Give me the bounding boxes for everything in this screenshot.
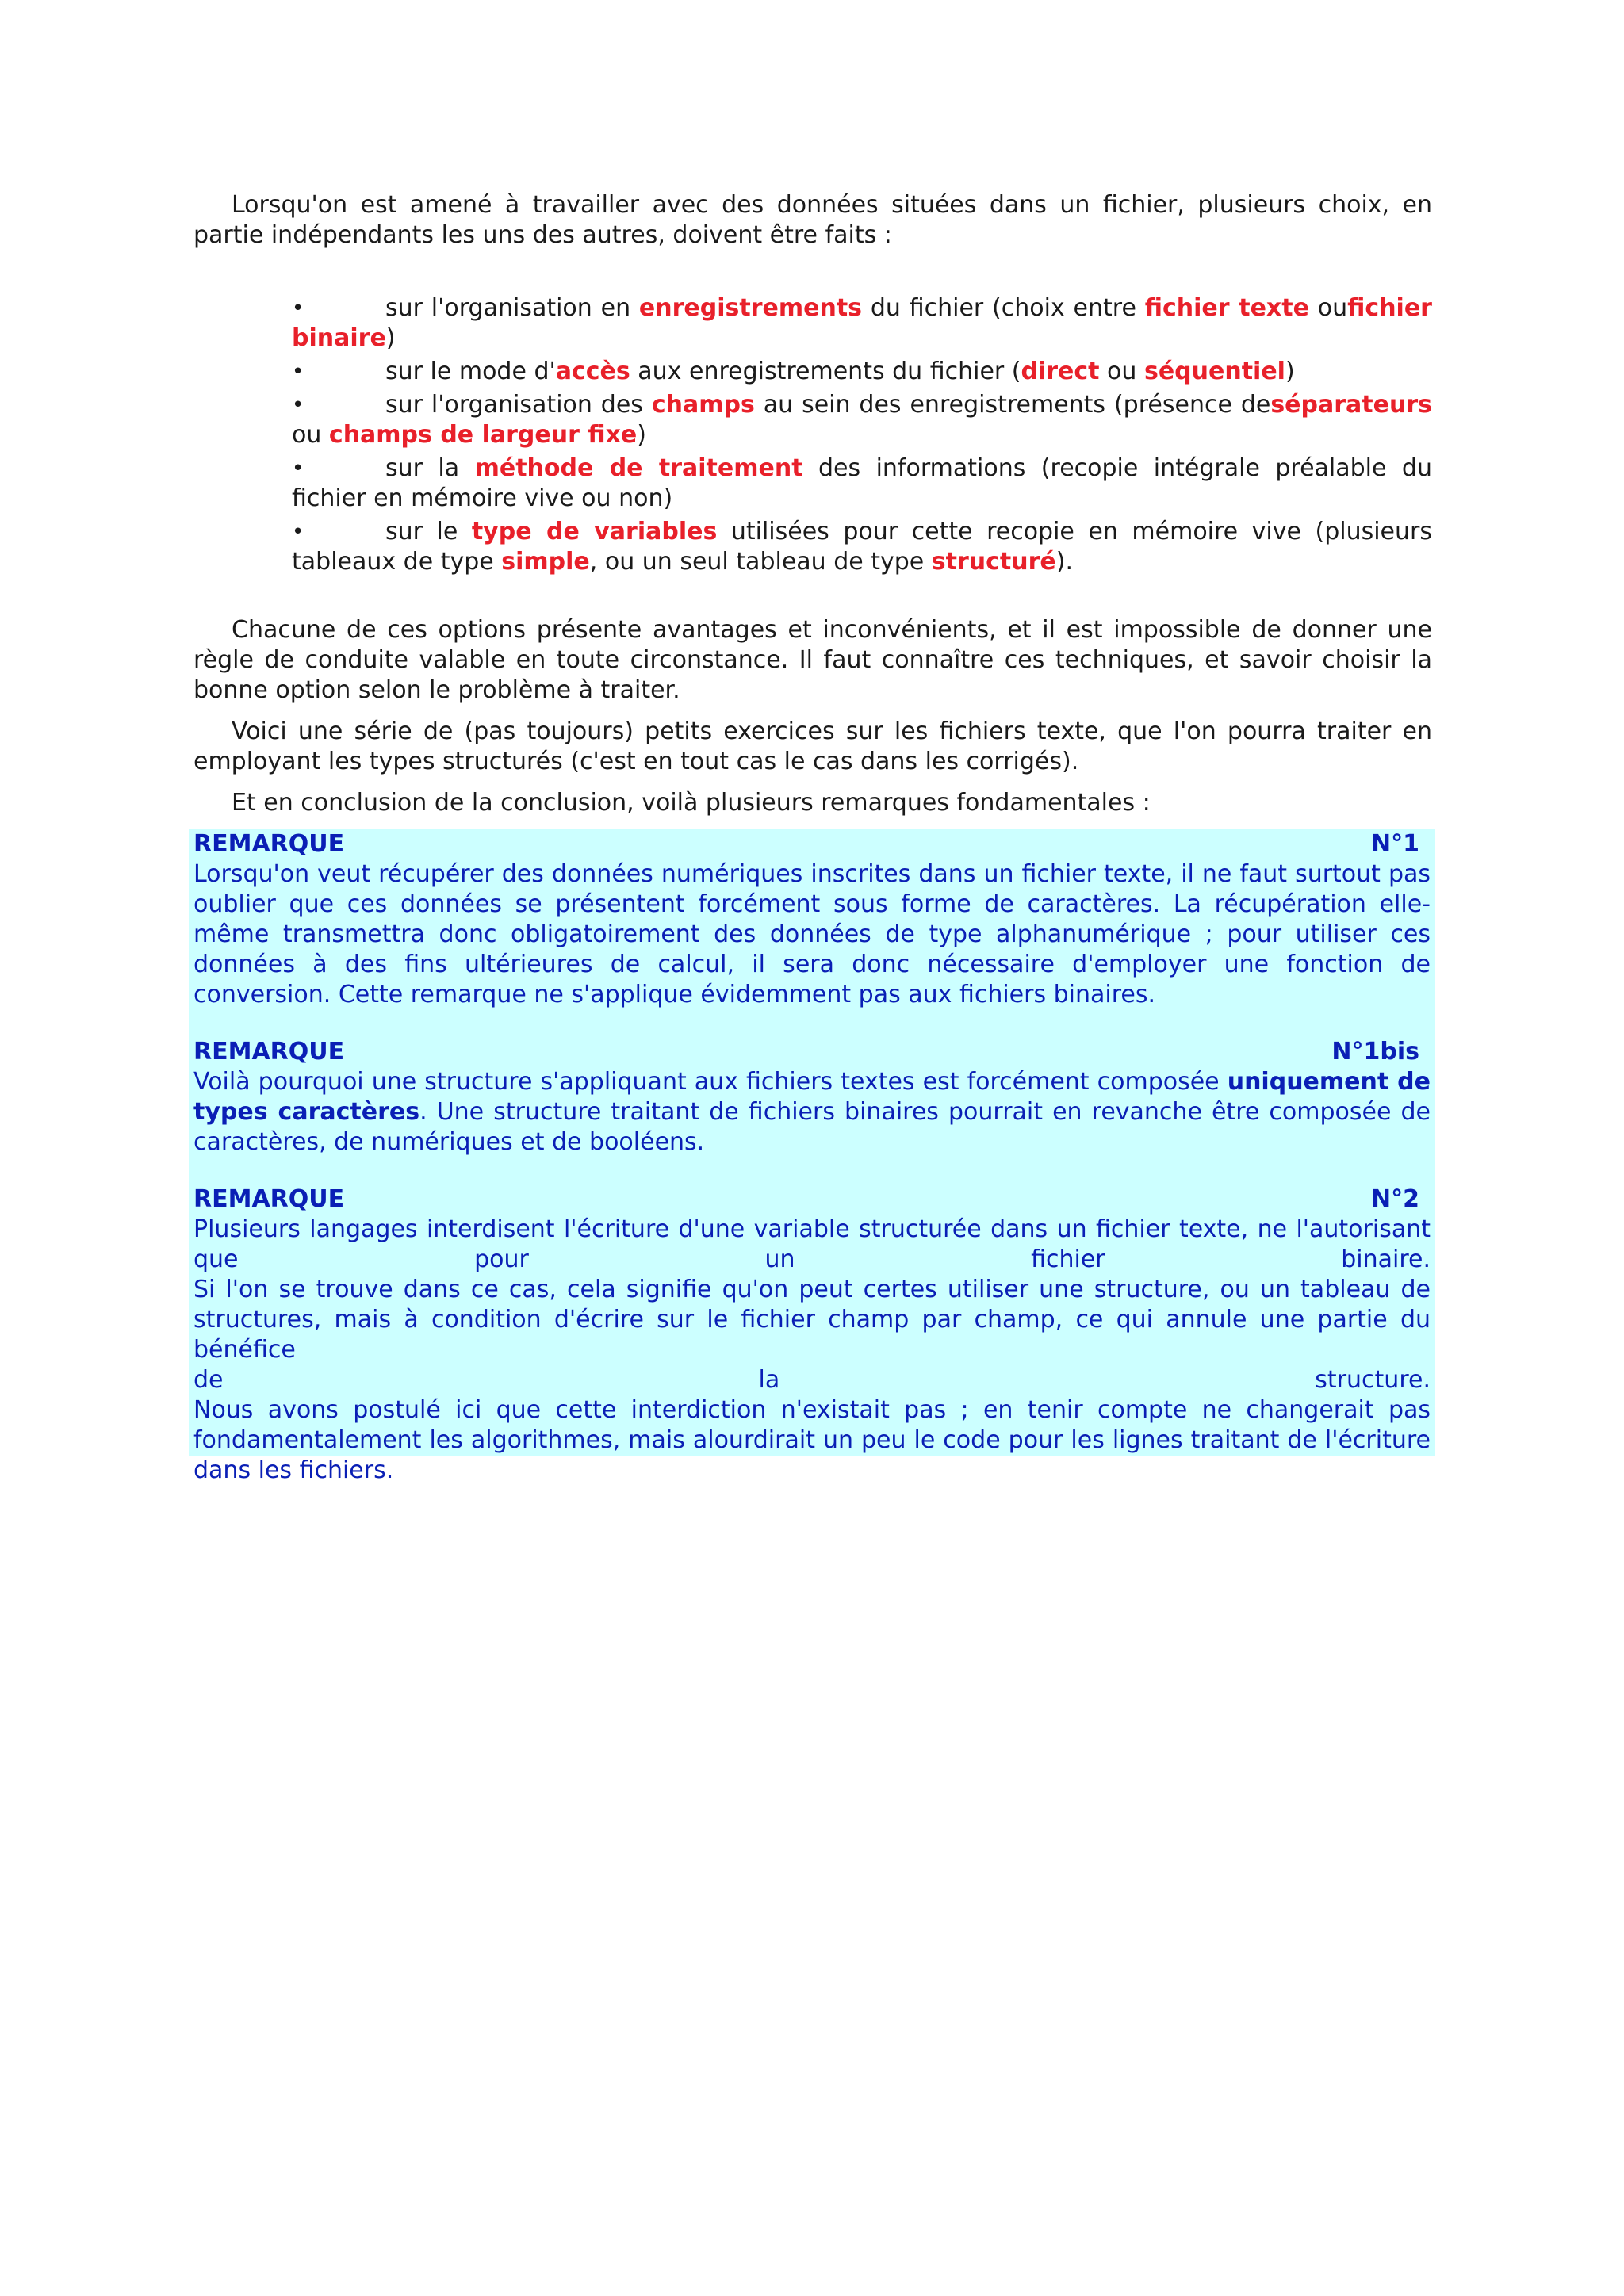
remark-line: Si l'on se trouve dans ce cas, cela signifie qu'on peut certes utiliser une structure, ou un tableau de structures, mais à condition d'écrire sur le fichier champ par champ, ce qui annule une partie du bénéfice xyxy=(193,1276,1431,1364)
bullet-icon: • xyxy=(292,393,304,417)
remark-title: REMARQUE xyxy=(193,1038,345,1066)
keyword: champs de largeur fixe xyxy=(328,421,638,449)
remark-number: N°1 xyxy=(1371,830,1419,858)
remark-number: N°1bis xyxy=(1331,1038,1419,1066)
keyword: enregistrements xyxy=(638,294,863,322)
keyword: fichier texte xyxy=(1144,294,1309,322)
bullet-icon: • xyxy=(292,360,304,384)
remark-title: REMARQUE xyxy=(193,1185,345,1213)
keyword: méthode de traitement xyxy=(474,454,803,482)
remark-line: de la structure. xyxy=(193,1366,1431,1394)
remark-line: Plusieurs langages interdisent l'écriture d'une variable structurée dans un fichier texte, ne l'autorisant xyxy=(193,1215,1431,1243)
list-item: • sur l'organisation des champs au sein des enregistrements (présence deséparateurs ou champs de largeur fixe) xyxy=(292,391,1432,449)
remark-number: N°2 xyxy=(1371,1185,1419,1213)
keyword: champs xyxy=(651,391,755,419)
conclusion-paragraph: Et en conclusion de la conclusion, voilà plusieurs remarques fondamentales : xyxy=(232,789,1151,817)
bullet-icon: • xyxy=(292,520,304,544)
remark-1bis xyxy=(193,1037,1431,1158)
list-item: • sur l'organisation en enregistrements du fichier (choix entre fichier texte oufichier binaire) xyxy=(292,294,1432,352)
intro-paragraph: Lorsqu'on est amené à travailler avec des données situées dans un fichier, plusieurs choix, en partie indépendants les uns des autres, doivent être faits : xyxy=(193,191,1432,249)
keyword: type de variables xyxy=(471,518,718,545)
remark-2 xyxy=(193,1184,1431,1486)
options-paragraph: Chacune de ces options présente avantages et inconvénients, et il est impossible de donner une règle de conduite valable en toute circonstance. Il faut connaître ces techniques, et savoir choisir la bonne option selon le problème à traiter. xyxy=(193,616,1432,704)
remark-line: Nous avons postulé ici que cette interdiction n'existait pas ; en tenir compte ne changerait pas fondamentalement les algorithmes, mais alourdirait un peu le code pour les lignes traitant de l'écriture dans les fichiers. xyxy=(193,1396,1431,1484)
remark-text: Voilà pourquoi une structure s'appliquant aux fichiers textes est forcément composée uniquement de types caractères. Une structure traitant de fichiers binaires pourrait en revanche être composée de caractères, de numériques et de booléens. xyxy=(193,1068,1431,1156)
remark-text: Lorsqu'on veut récupérer des données numériques inscrites dans un fichier texte, il ne faut surtout pas oublier que ces données se présentent forcément sous forme de caractères. La récupération elle-même transmettra donc obligatoirement des données de type alphanumérique ; pour utiliser ces données à des fins ultérieures de calcul, il sera donc nécessaire d'employer une fonction de conversion. Cette remarque ne s'applique évidemment pas aux fichiers binaires. xyxy=(193,860,1431,1008)
list-item: • sur le mode d'accès aux enregistrements du fichier (direct ou séquentiel) xyxy=(292,358,1295,385)
list-item: • sur la méthode de traitement des informations (recopie intégrale préalable du fichier en mémoire vive ou non) xyxy=(292,454,1432,512)
remark-line: que pour un fichier binaire. xyxy=(193,1246,1431,1273)
remark-1 xyxy=(193,829,1431,1010)
remark-title: REMARQUE xyxy=(193,830,345,858)
bullet-icon: • xyxy=(292,297,304,320)
emphasis: uniquement de types caractères xyxy=(193,1068,1431,1126)
keyword: simple xyxy=(501,548,590,576)
keyword: direct xyxy=(1021,358,1100,385)
bullet-icon: • xyxy=(292,457,304,480)
keyword: accès xyxy=(555,358,630,385)
list-item: • sur le type de variables utilisées pour cette recopie en mémoire vive (plusieurs tableaux de type simple, ou un seul tableau de type structuré). xyxy=(292,518,1432,576)
keyword: fichier binaire xyxy=(292,294,1432,352)
exercises-paragraph: Voici une série de (pas toujours) petits exercices sur les fichiers texte, que l'on pourra traiter en employant les types structurés (c'est en tout cas le cas dans les corrigés). xyxy=(193,718,1432,775)
choices-list xyxy=(292,293,1432,580)
keyword: structuré xyxy=(931,548,1056,576)
keyword: séquentiel xyxy=(1143,358,1285,385)
keyword: séparateurs xyxy=(1270,391,1432,419)
remarks-box xyxy=(189,829,1435,1484)
